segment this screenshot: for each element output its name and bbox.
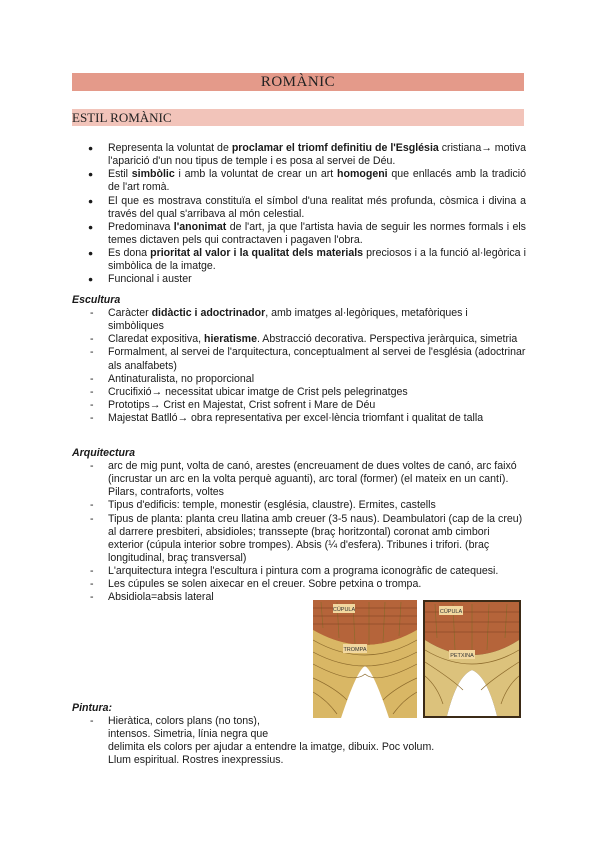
left-image-label-1: CÚPULA — [332, 607, 356, 613]
escultura-heading: Escultura — [72, 294, 121, 306]
escultura-item: - Crucifixió→ necessitat ubicar imatge de Crist pels pelegrinatges — [90, 386, 526, 399]
pintura-line-1: Hieràtica, colors plans (no tons), — [108, 715, 260, 727]
right-image-label-1: CÚPULA — [439, 609, 463, 615]
arquitectura-item: - arc de mig punt, volta de canó, arestes (encreuament de dues voltes de canó, arc faixó (incrustar un arc en la volta perquè aguanti), arc toral (former) (el mateix en un cantí). Pilars, contraforts, voltes — [90, 460, 526, 499]
trompa-dome-image — [313, 600, 417, 718]
escultura-item: - Claredat expositiva, hieratisme. Abstracció decorativa. Perspectiva jeràrquica, simetria — [90, 333, 526, 346]
pintura-text — [108, 715, 438, 768]
right-image-label-2: PETXINA — [450, 653, 474, 659]
escultura-item: - Caràcter didàctic i adoctrinador, amb imatges al·legòriques, metafòriques i simbòliques — [90, 307, 526, 333]
arquitectura-heading: Arquitectura — [72, 447, 135, 459]
escultura-item: - Antinaturalista, no proporcional — [90, 373, 526, 386]
arquitectura-item: - Les cúpules se solen aixecar en el creuer. Sobre petxina o trompa. — [90, 578, 526, 591]
left-image-label-2: TROMPA — [343, 647, 367, 653]
intro-bullet-item: ● Es dona prioritat al valor i la qualitat dels materials preciosos i a la funció al·legòrica i simbòlica de la imatge. — [82, 247, 526, 273]
escultura-item: - Prototips→ Crist en Majestat, Crist sofrent i Mare de Déu — [90, 399, 526, 412]
pintura-line-2: intensos. Simetria, línia negra que — [108, 728, 269, 741]
arquitectura-list — [90, 460, 526, 604]
dome-illustrations — [313, 600, 521, 718]
arquitectura-item: - Tipus d'edificis: temple, monestir (església, claustre). Ermites, castells — [90, 499, 526, 512]
petxina-dome-image — [423, 600, 521, 718]
arquitectura-item: - Absidiola=absis lateral — [90, 591, 526, 604]
intro-bullet-item: ● Funcional i auster — [82, 273, 526, 286]
escultura-item: - Majestat Batlló→ obra representativa per excel·lència triomfant i qualitat de talla — [90, 412, 526, 425]
escultura-item: - Formalment, al servei de l'arquitectura, conceptualment al servei de l'església (adoctrinar als analfabets) — [90, 346, 526, 372]
pintura-dash: - — [90, 715, 94, 727]
arquitectura-item: - Tipus de planta: planta creu llatina amb creuer (3-5 naus). Deambulatori (cap de la creu) al darrere presbiteri, absidioles; transsepte (braç horitzontal) coronat amb cimbori exterior (cúpula interior sobre trompes). Absis (¼ d'esfera). Tribunes i trifori. (braç longitudinal, braç transversal) — [90, 513, 526, 566]
escultura-list — [90, 307, 526, 425]
page-title: ROMÀNIC — [72, 73, 524, 91]
intro-bullet-item: ● Representa la voluntat de proclamar el triomf definitiu de l'Església cristiana→ motiva l'aparició d'un nou tipus de temple i es posa al servei de Déu. — [82, 142, 526, 168]
pintura-heading: Pintura: — [72, 702, 113, 714]
intro-bullet-item: ● Estil simbòlic i amb la voluntat de crear un art homogeni que enllacés amb la tradició de l'art romà. — [82, 168, 526, 194]
intro-bullet-list — [82, 142, 526, 286]
intro-bullet-item: ● El que es mostrava constituïa el símbol d'una realitat més profunda, còsmica i divina a través del qual s'arribava al món celestial. — [82, 195, 526, 221]
pintura-line-3: delimita els colors per ajudar a entendre la imatge, dibuix. Poc volum. Llum espiritual. Rostres inexpressius. — [108, 741, 435, 767]
intro-bullet-item: ● Predominava l'anonimat de l'art, ja que l'artista havia de seguir les normes formals i els temes dictaven pels qui contractaven i pagaven l'obra. — [82, 221, 526, 247]
arquitectura-item: - L'arquitectura integra l'escultura i pintura com a programa iconogràfic de catequesi. — [90, 565, 526, 578]
section-subtitle: ESTIL ROMÀNIC — [72, 109, 524, 126]
